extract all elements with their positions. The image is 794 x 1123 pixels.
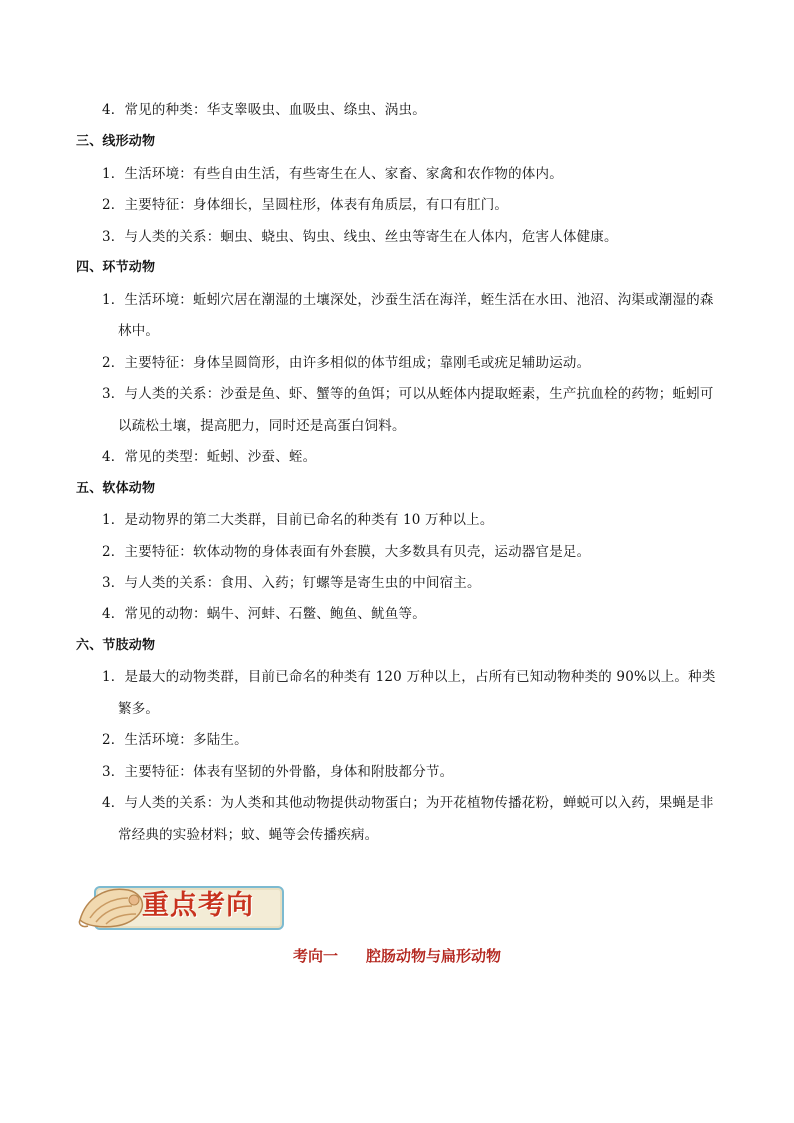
heading-annelida: 四、环节动物 xyxy=(76,260,156,275)
text-line: 3．与人类的关系：沙蚕是鱼、虾、蟹等的鱼饵；可以从蛭体内提取蛭素，生产抗血栓的药物；蚯蚓可 xyxy=(102,386,714,402)
text-line: 4．常见的动物：蜗牛、河蚌、石鳖、鲍鱼、鱿鱼等。 xyxy=(102,606,426,622)
text-line-continued: 常经典的实验材料；蚊、蝇等会传播疾病。 xyxy=(118,827,379,843)
conch-shell-icon xyxy=(76,880,150,932)
text-line: 2．主要特征：身体呈圆筒形，由许多相似的体节组成；靠刚毛或疣足辅助运动。 xyxy=(102,355,591,371)
section-label: 考向一 xyxy=(292,947,338,965)
text-line-continued: 繁多。 xyxy=(118,701,160,717)
text-line: 1．是动物界的第二大类群，目前已命名的种类有 10 万种以上。 xyxy=(102,512,494,528)
text-line-continued: 林中。 xyxy=(118,323,160,339)
text-line: 1．生活环境：蚯蚓穴居在潮湿的土壤深处，沙蚕生活在海洋，蛭生活在水田、池沼、沟渠或潮湿的森 xyxy=(102,292,714,308)
text-line: 3．与人类的关系：蛔虫、蛲虫、钩虫、线虫、丝虫等寄生在人体内，危害人体健康。 xyxy=(102,229,618,245)
text-line: 4．常见的种类：华支睾吸虫、血吸虫、绦虫、涡虫。 xyxy=(102,102,426,118)
text-line-continued: 以疏松土壤，提高肥力，同时还是高蛋白饲料。 xyxy=(118,418,406,434)
text-line: 2．生活环境：多陆生。 xyxy=(102,732,248,748)
text-line: 4．与人类的关系：为人类和其他动物提供动物蛋白；为开花植物传播花粉，蝉蜕可以入药，果蝇是非 xyxy=(102,795,714,811)
text-line: 4．常见的类型：蚯蚓、沙蚕、蛭。 xyxy=(102,449,317,465)
section-title-text: 腔肠动物与扁形动物 xyxy=(366,947,502,965)
heading-nematoda: 三、线形动物 xyxy=(76,134,156,149)
heading-arthropoda: 六、节肢动物 xyxy=(76,638,156,653)
text-line: 3．与人类的关系：食用、入药；钉螺等是寄生虫的中间宿主。 xyxy=(102,575,481,591)
text-line: 2．主要特征：软体动物的身体表面有外套膜，大多数具有贝壳，运动器官是足。 xyxy=(102,544,591,560)
text-line: 2．主要特征：身体细长，呈圆柱形，体表有角质层，有口有肛门。 xyxy=(102,197,509,213)
section-heading xyxy=(0,946,794,966)
text-line: 1．生活环境：有些自由生活，有些寄生在人、家畜、家禽和农作物的体内。 xyxy=(102,166,563,182)
text-line: 3．主要特征：体表有坚韧的外骨骼，身体和附肢都分节。 xyxy=(102,764,454,780)
heading-mollusca: 五、软体动物 xyxy=(76,481,156,496)
banner-title: 重点考向 xyxy=(142,890,254,921)
key-points-banner xyxy=(76,880,282,932)
text-line: 1．是最大的动物类群，目前已命名的种类有 120 万种以上，占所有已知动物种类的 90%以上。种类 xyxy=(102,669,716,685)
